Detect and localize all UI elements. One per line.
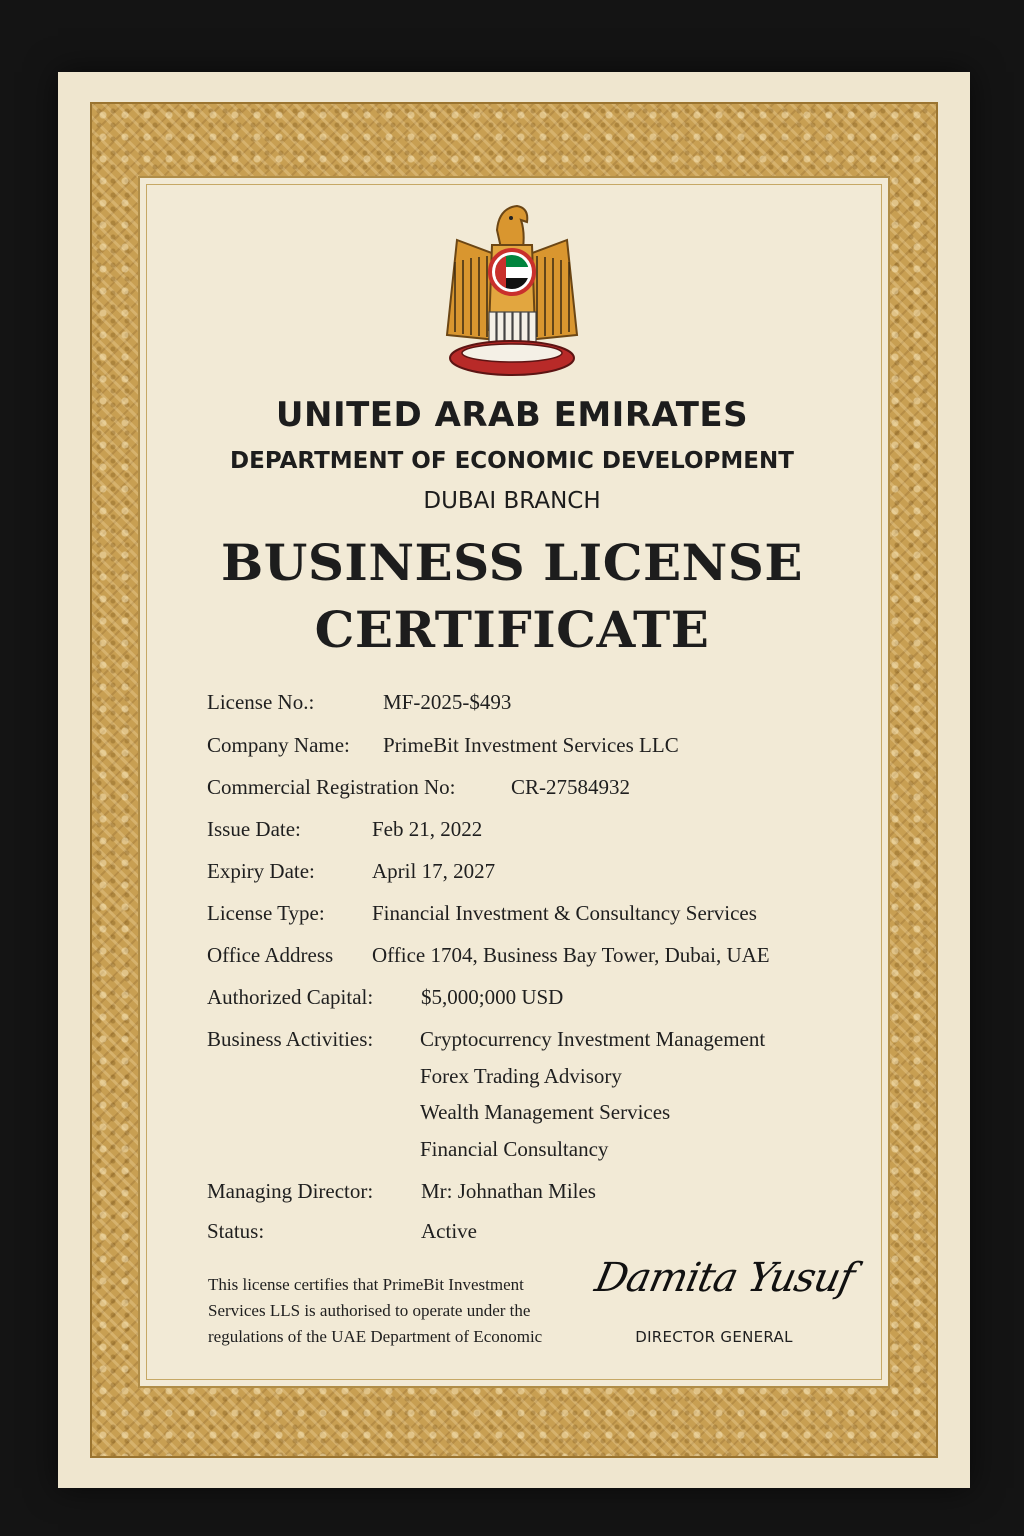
authorized-capital-value: $5,000;000 USD xyxy=(421,985,564,1009)
authorized-capital-label: Authorized Capital: xyxy=(207,985,374,1009)
office-address-value: Office 1704, Business Bay Tower, Dubai, UAE xyxy=(372,943,770,967)
expiry-date-label: Expiry Date: xyxy=(207,859,315,883)
issue-date-label: Issue Date: xyxy=(207,817,301,841)
issue-date-value: Feb 21, 2022 xyxy=(372,817,483,841)
business-activity-item: Financial Consultancy xyxy=(420,1137,609,1161)
business-activity-item: Forex Trading Advisory xyxy=(420,1064,622,1088)
company-name-value: PrimeBit Investment Services LLC xyxy=(383,733,679,757)
company-name-label: Company Name: xyxy=(207,733,350,757)
department-heading: DEPARTMENT OF ECONOMIC DEVELOPMENT xyxy=(230,448,794,474)
license-type-value: Financial Investment & Consultancy Services xyxy=(372,901,757,925)
license-type-label: License Type: xyxy=(207,901,325,925)
certification-line: This license certifies that PrimeBit Investment xyxy=(208,1275,524,1294)
business-activities-label: Business Activities: xyxy=(207,1027,374,1051)
certificate-title-line1: BUSINESS LICENSE xyxy=(220,533,804,592)
office-address-label: Office Address xyxy=(207,943,334,967)
branch-heading: DUBAI BRANCH xyxy=(423,488,601,514)
certificate-title-line2: CERTIFICATE xyxy=(314,600,710,659)
commercial-reg-label: Commercial Registration No: xyxy=(207,775,456,799)
certification-line: regulations of the UAE Department of Economic xyxy=(208,1327,543,1346)
certification-line: Services LLS is authorised to operate under the xyxy=(208,1301,531,1320)
status-value: Active xyxy=(421,1219,477,1243)
managing-director-label: Managing Director: xyxy=(207,1179,374,1203)
country-heading: UNITED ARAB EMIRATES xyxy=(275,395,749,435)
license-no-label: License No.: xyxy=(207,690,315,714)
uae-falcon-emblem-icon xyxy=(437,200,587,380)
business-activity-item: Cryptocurrency Investment Management xyxy=(420,1027,766,1051)
status-label: Status: xyxy=(207,1219,265,1243)
director-signature: Damita Yusuf xyxy=(591,1255,858,1301)
business-activity-item: Wealth Management Services xyxy=(420,1100,671,1124)
managing-director-value: Mr: Johnathan Miles xyxy=(421,1179,596,1203)
signatory-title: DIRECTOR GENERAL xyxy=(635,1328,793,1346)
commercial-reg-value: CR-27584932 xyxy=(511,775,631,799)
license-no-value: MF-2025-$493 xyxy=(383,690,512,714)
expiry-date-value: April 17, 2027 xyxy=(372,859,496,883)
certification-statement xyxy=(208,1272,598,1350)
